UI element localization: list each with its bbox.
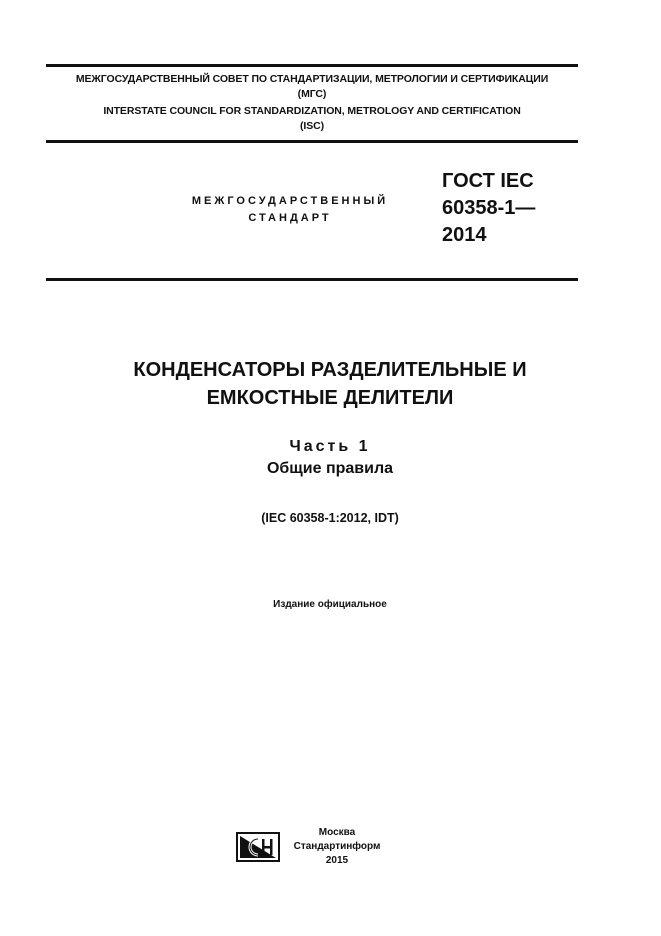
standard-type-line2: СТАНДАРТ xyxy=(248,212,332,224)
document-title xyxy=(60,356,600,412)
council-ru-abbreviation: (МГС) xyxy=(297,88,327,100)
designation-line3: 2014 xyxy=(442,224,487,246)
part-number: Часть 1 xyxy=(289,438,371,455)
council-en-abbreviation: (ISC) xyxy=(300,120,324,132)
standard-type-line1: МЕЖГОСУДАРСТВЕННЫЙ xyxy=(191,195,389,207)
part-subtitle: Общие правила xyxy=(266,460,394,477)
council-name-english xyxy=(46,104,578,134)
publisher-city: Москва xyxy=(318,827,356,838)
title-line1: КОНДЕНСАТОРЫ РАЗДЕЛИТЕЛЬНЫЕ И xyxy=(133,359,527,381)
lower-rule xyxy=(46,278,578,281)
standard-designation xyxy=(442,168,572,249)
iec-reference: (IEC 60358-1:2012, IDT) xyxy=(261,511,399,525)
standard-type-label xyxy=(170,193,410,227)
council-en-line1: INTERSTATE COUNCIL FOR STANDARDIZATION, METROLOGY AND CERTIFICATION xyxy=(103,105,521,117)
designation-line2: 60358-1— xyxy=(442,197,536,219)
edition-note: Издание официальное xyxy=(273,599,387,610)
publisher-name: Стандартинформ xyxy=(293,841,381,852)
council-ru-line1: МЕЖГОСУДАРСТВЕННЫЙ СОВЕТ ПО СТАНДАРТИЗАЦИИ, МЕТРОЛОГИИ И СЕРТИФИКАЦИИ xyxy=(75,73,549,85)
council-name-russian xyxy=(46,72,578,102)
designation-line1: ГОСТ IEC xyxy=(442,170,534,192)
standartinform-logo-icon xyxy=(236,832,280,862)
middle-rule xyxy=(46,140,578,143)
publisher-block xyxy=(282,826,392,868)
publication-year: 2015 xyxy=(325,855,349,866)
top-rule xyxy=(46,64,578,67)
title-line2: ЕМКОСТНЫЕ ДЕЛИТЕЛИ xyxy=(206,387,454,409)
